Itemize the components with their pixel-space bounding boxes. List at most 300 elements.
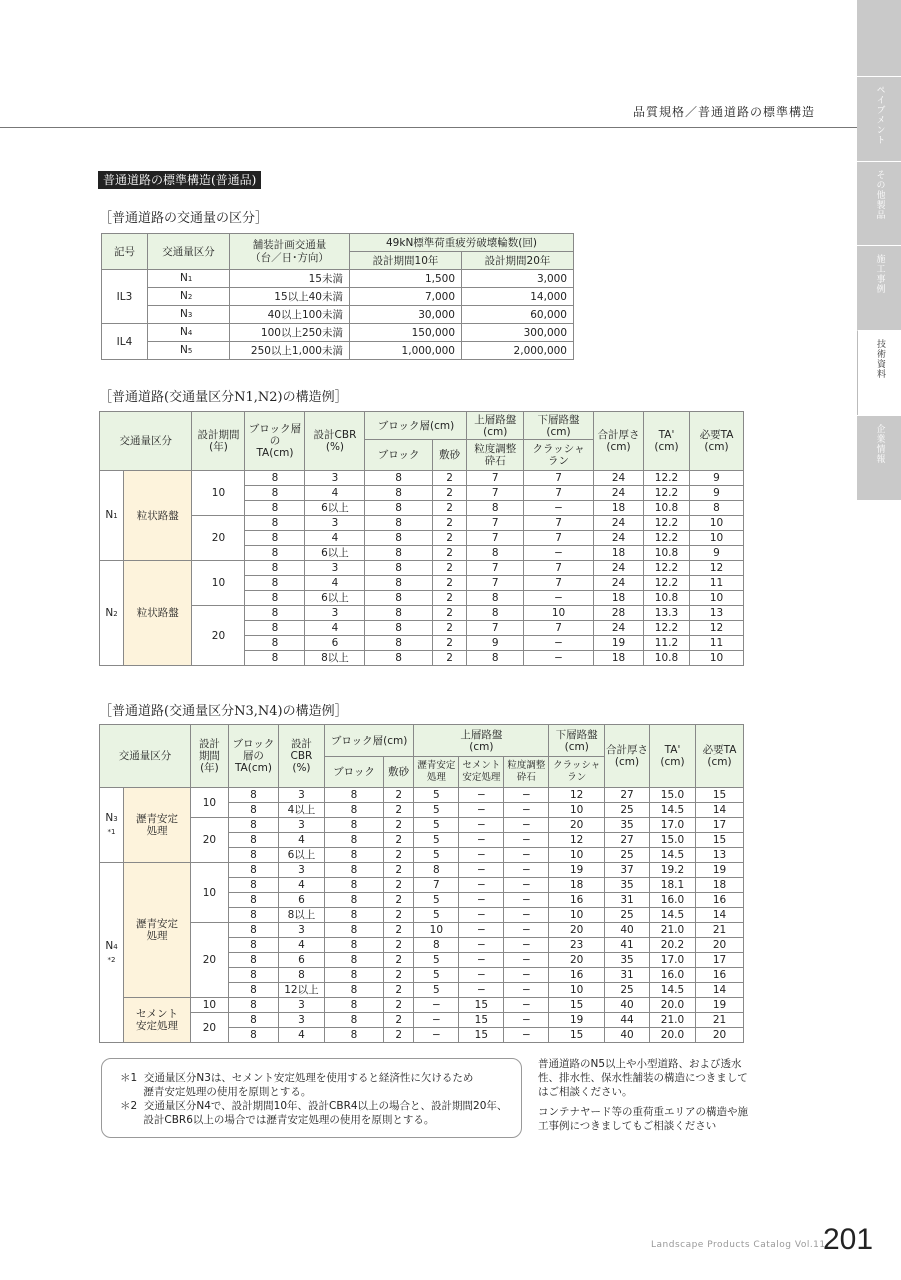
cell-6: −	[504, 938, 549, 953]
traffic-class: N4	[148, 324, 230, 342]
cell-4: 5	[414, 788, 459, 803]
cell-6: −	[504, 923, 549, 938]
cell-5: −	[459, 968, 504, 983]
cell-8: 35	[605, 818, 650, 833]
cell-3: 2	[383, 983, 413, 998]
base-type: 粒状路盤	[124, 561, 192, 666]
plan-traffic: 15未満	[230, 270, 350, 288]
cell-4: 8	[467, 591, 524, 606]
cell-3: 2	[432, 606, 467, 621]
cell-8: 10	[690, 531, 744, 546]
table1-title: ［普通道路の交通量の区分］	[99, 211, 269, 226]
cell-1: 8	[278, 968, 324, 983]
subscript: 3	[187, 311, 193, 319]
subscript: 4	[113, 942, 118, 951]
cell-3: 2	[383, 833, 413, 848]
plan-traffic: 40以上100未満	[230, 306, 350, 324]
cell-0: 8	[228, 1028, 278, 1043]
subscript: 5	[187, 347, 193, 355]
group-label: IL3	[102, 270, 148, 324]
cell-3: 2	[383, 893, 413, 908]
cell-7: 12.2	[644, 576, 690, 591]
cell-4: 8	[467, 501, 524, 516]
footnote-box	[101, 1058, 522, 1138]
cell-5: −	[524, 501, 594, 516]
page-number: 201	[823, 1223, 874, 1256]
cell-5: −	[459, 833, 504, 848]
tab-bar-top	[857, 0, 901, 76]
th-kubun: 交通量区分	[100, 725, 191, 788]
cell-6: 24	[594, 561, 644, 576]
cell-3: 2	[383, 1013, 413, 1028]
cell-0: 8	[245, 501, 305, 516]
cell-8: 35	[605, 953, 650, 968]
th-upper: 上層路盤 (cm)	[467, 412, 524, 440]
cell-1: 4	[305, 621, 365, 636]
cell-3: 2	[383, 908, 413, 923]
note-mark: *2	[107, 955, 116, 964]
cell-10: 15	[696, 833, 744, 848]
cell-6: 19	[594, 636, 644, 651]
cell-5: 7	[524, 561, 594, 576]
th-upper: 上層路盤 (cm)	[414, 725, 549, 757]
table-row	[100, 606, 744, 621]
th-kubun: 交通量区分	[100, 412, 192, 471]
cell-4: 8	[414, 938, 459, 953]
cell-4: 7	[467, 561, 524, 576]
traffic-class-label: N3 *1	[100, 788, 124, 863]
cell-5: −	[459, 893, 504, 908]
cell-4: 5	[414, 983, 459, 998]
cell-3: 2	[383, 968, 413, 983]
cell-8: 27	[605, 788, 650, 803]
cell-9: 15.0	[650, 788, 696, 803]
th-block-block: ブロック	[365, 440, 432, 471]
subscript: 4	[187, 329, 193, 337]
th-period: 設計 期間 (年)	[190, 725, 228, 788]
cell-5: −	[524, 651, 594, 666]
cell-8: 25	[605, 848, 650, 863]
cell-6: −	[504, 863, 549, 878]
cell-10: 19	[696, 998, 744, 1013]
cell-9: 19.2	[650, 863, 696, 878]
th-block-sand: 敷砂	[383, 757, 413, 788]
base-type: 瀝青安定 処理	[124, 863, 191, 998]
cell-9: 20.0	[650, 1028, 696, 1043]
cell-8: 11	[690, 576, 744, 591]
cell-9: 20.2	[650, 938, 696, 953]
th-p10: 設計期間10年	[350, 252, 462, 270]
cell-6: −	[504, 818, 549, 833]
cell-2: 8	[324, 878, 383, 893]
cell-4: −	[414, 1028, 459, 1043]
footnote-2: ＊2 交通量区分N4で、設計期間10年、設計CBR4以上の場合と、設計期間20年、 設計CBR6以上の場合では瀝青安定処理の使用を原則とする。	[120, 1100, 508, 1126]
footnote-1: ＊1 交通量区分N3は、セメント安定処理を使用すると経済性に欠けるため 瀝青安定処理の使用を原則とする。	[120, 1072, 474, 1098]
cell-10: 14	[696, 908, 744, 923]
cell-6: −	[504, 1013, 549, 1028]
cell-7: 12.2	[644, 531, 690, 546]
cell-4: 8	[467, 606, 524, 621]
cell-6: −	[504, 1028, 549, 1043]
cell-5: −	[459, 788, 504, 803]
cell-10: 18	[696, 878, 744, 893]
cell-7: 10	[549, 983, 605, 998]
cell-9: 14.5	[650, 848, 696, 863]
cell-8: 35	[605, 878, 650, 893]
design-period: 20	[190, 923, 228, 998]
design-period: 10	[190, 998, 228, 1013]
th-block-block: ブロック	[324, 757, 383, 788]
cell-8: 9	[690, 486, 744, 501]
wheels-20y: 300,000	[462, 324, 574, 342]
traffic-class-label: N2	[100, 561, 124, 666]
table-row	[102, 306, 574, 324]
cell-9: 16.0	[650, 893, 696, 908]
th-tad: TA' (cm)	[650, 725, 696, 788]
cell-1: 3	[278, 1013, 324, 1028]
cell-7: 16	[549, 893, 605, 908]
cell-8: 10	[690, 651, 744, 666]
th-upper-cement: セメント 安定処理	[459, 757, 504, 788]
cell-8: 41	[605, 938, 650, 953]
cell-3: 2	[383, 848, 413, 863]
cell-2: 8	[365, 471, 432, 486]
cell-3: 2	[432, 636, 467, 651]
th-req: 必要TA (cm)	[696, 725, 744, 788]
page-header-title: 品質規格／普通道路の標準構造	[632, 105, 815, 119]
subscript: 2	[187, 293, 193, 301]
cell-9: 21.0	[650, 1013, 696, 1028]
cell-0: 8	[228, 803, 278, 818]
cell-10: 20	[696, 938, 744, 953]
cell-2: 8	[365, 486, 432, 501]
cell-9: 14.5	[650, 983, 696, 998]
cell-0: 8	[245, 486, 305, 501]
cell-4: 7	[467, 576, 524, 591]
cell-7: 12.2	[644, 621, 690, 636]
th-p20: 設計期間20年	[462, 252, 574, 270]
th-plan: 舗装計画交通量 （台／日･方向）	[230, 234, 350, 270]
cell-1: 6以上	[305, 546, 365, 561]
cell-5: −	[524, 636, 594, 651]
th-lower: 下層路盤 (cm)	[549, 725, 605, 757]
subscript: 1	[113, 512, 118, 520]
th-block: ブロック層(cm)	[365, 412, 467, 440]
table-row	[100, 863, 744, 878]
cell-1: 4	[278, 833, 324, 848]
cell-6: −	[504, 848, 549, 863]
base-type: 粒状路盤	[124, 471, 192, 561]
cell-1: 6	[305, 636, 365, 651]
cell-0: 8	[245, 651, 305, 666]
cell-2: 8	[365, 621, 432, 636]
cell-0: 8	[245, 516, 305, 531]
cell-10: 16	[696, 968, 744, 983]
cell-7: 13.3	[644, 606, 690, 621]
cell-1: 8以上	[305, 651, 365, 666]
cell-8: 10	[690, 591, 744, 606]
cell-10: 21	[696, 1013, 744, 1028]
cell-2: 8	[324, 788, 383, 803]
table-row	[100, 923, 744, 938]
cell-2: 8	[365, 651, 432, 666]
cell-7: 16	[549, 968, 605, 983]
th-lower-crusher: クラッシャ ラン	[549, 757, 605, 788]
cell-1: 4	[305, 531, 365, 546]
cell-1: 3	[305, 516, 365, 531]
th-kubun: 交通量区分	[148, 234, 230, 270]
cell-7: 10.8	[644, 651, 690, 666]
th-load: 49kN標準荷重疲労破壊輪数(回)	[350, 234, 574, 252]
cell-2: 8	[324, 953, 383, 968]
cell-0: 8	[228, 983, 278, 998]
cell-8: 12	[690, 621, 744, 636]
th-block: ブロック層(cm)	[324, 725, 413, 757]
cell-4: 5	[414, 833, 459, 848]
cell-3: 2	[432, 471, 467, 486]
cell-6: −	[504, 953, 549, 968]
cell-7: 10	[549, 848, 605, 863]
cell-7: 15	[549, 1028, 605, 1043]
cell-3: 2	[432, 576, 467, 591]
plan-traffic: 100以上250未満	[230, 324, 350, 342]
cell-4: 7	[414, 878, 459, 893]
cell-3: 2	[383, 998, 413, 1013]
cell-3: 2	[383, 953, 413, 968]
cell-10: 20	[696, 1028, 744, 1043]
cell-8: 25	[605, 803, 650, 818]
cell-3: 2	[432, 651, 467, 666]
cell-7: 19	[549, 863, 605, 878]
side-tab-pavement[interactable]: ペイブメント	[857, 76, 901, 161]
cell-0: 8	[228, 953, 278, 968]
wheels-10y: 1,500	[350, 270, 462, 288]
cell-1: 3	[278, 923, 324, 938]
cell-6: −	[504, 908, 549, 923]
traffic-class-label: N4 *2	[100, 863, 124, 1043]
cell-6: −	[504, 968, 549, 983]
cell-0: 8	[245, 606, 305, 621]
cell-10: 17	[696, 818, 744, 833]
th-ta: ブロック層の TA(cm)	[245, 412, 305, 471]
cell-4: 5	[414, 803, 459, 818]
design-period: 10	[190, 863, 228, 923]
cell-2: 8	[324, 923, 383, 938]
cell-7: 12.2	[644, 486, 690, 501]
cell-7: 12.2	[644, 561, 690, 576]
table-row	[102, 288, 574, 306]
th-total: 合計厚さ (cm)	[605, 725, 650, 788]
cell-5: −	[524, 546, 594, 561]
side-tab-other-products[interactable]: その他製品	[857, 161, 901, 245]
cell-4: 7	[467, 486, 524, 501]
cell-10: 17	[696, 953, 744, 968]
cell-8: 10	[690, 516, 744, 531]
wheels-10y: 7,000	[350, 288, 462, 306]
cell-8: 12	[690, 561, 744, 576]
cell-3: 2	[383, 878, 413, 893]
cell-6: 24	[594, 621, 644, 636]
cell-1: 6以上	[305, 591, 365, 606]
cell-3: 2	[432, 561, 467, 576]
cell-4: 7	[467, 471, 524, 486]
subscript: 2	[113, 609, 118, 618]
cell-7: 10.8	[644, 501, 690, 516]
cell-2: 8	[324, 833, 383, 848]
cell-1: 4	[305, 486, 365, 501]
cell-9: 17.0	[650, 818, 696, 833]
cell-1: 6以上	[278, 848, 324, 863]
cell-5: −	[459, 908, 504, 923]
cell-2: 8	[324, 848, 383, 863]
cell-5: 15	[459, 998, 504, 1013]
side-tab-technical-data[interactable]: 技術資料	[857, 330, 901, 415]
cell-0: 8	[228, 788, 278, 803]
cell-4: 7	[467, 516, 524, 531]
th-cbr: 設計 CBR (%)	[278, 725, 324, 788]
th-lower-crusher: クラッシャ ラン	[524, 440, 594, 471]
cell-7: 12.2	[644, 471, 690, 486]
cell-7: 10.8	[644, 591, 690, 606]
cell-0: 8	[245, 471, 305, 486]
cell-9: 14.5	[650, 908, 696, 923]
base-type: 瀝青安定 処理	[124, 788, 191, 863]
cell-6: −	[504, 833, 549, 848]
cell-6: 18	[594, 501, 644, 516]
cell-5: −	[459, 983, 504, 998]
cell-6: 28	[594, 606, 644, 621]
cell-5: 7	[524, 471, 594, 486]
cell-9: 16.0	[650, 968, 696, 983]
side-tab-case-studies[interactable]: 施工事例	[857, 245, 901, 330]
cell-4: −	[414, 998, 459, 1013]
cell-8: 11	[690, 636, 744, 651]
cell-0: 8	[245, 546, 305, 561]
cell-8: 37	[605, 863, 650, 878]
cell-0: 8	[245, 576, 305, 591]
cell-7: 20	[549, 953, 605, 968]
cell-7: 11.2	[644, 636, 690, 651]
cell-1: 4	[305, 576, 365, 591]
cell-5: 7	[524, 621, 594, 636]
table-row	[102, 324, 574, 342]
consultation-note-1: 普通道路のN5以上や小型道路、および透水性、排水性、保水性舗装の構造につきましてはご相談ください。	[538, 1058, 748, 1098]
cell-8: 40	[605, 998, 650, 1013]
cell-1: 6以上	[305, 501, 365, 516]
cell-2: 8	[324, 983, 383, 998]
cell-0: 8	[228, 938, 278, 953]
cell-6: 24	[594, 576, 644, 591]
cell-7: 19	[549, 1013, 605, 1028]
cell-1: 8以上	[278, 908, 324, 923]
cell-7: 12.2	[644, 516, 690, 531]
cell-10: 21	[696, 923, 744, 938]
cell-1: 3	[305, 471, 365, 486]
design-period: 10	[192, 561, 245, 606]
cell-0: 8	[228, 878, 278, 893]
cell-0: 8	[228, 833, 278, 848]
cell-7: 12	[549, 788, 605, 803]
cell-2: 8	[324, 938, 383, 953]
cell-6: −	[504, 803, 549, 818]
cell-5: −	[459, 938, 504, 953]
cell-2: 8	[324, 803, 383, 818]
cell-2: 8	[365, 501, 432, 516]
structure-table-n3-n4	[99, 724, 744, 1043]
cell-0: 8	[228, 1013, 278, 1028]
design-period: 10	[192, 471, 245, 516]
cell-0: 8	[245, 621, 305, 636]
cell-6: 18	[594, 651, 644, 666]
cell-7: 10.8	[644, 546, 690, 561]
cell-4: 7	[467, 531, 524, 546]
cell-4: 10	[414, 923, 459, 938]
side-tab-company-info[interactable]: 企業情報	[857, 415, 901, 500]
cell-7: 20	[549, 818, 605, 833]
cell-8: 9	[690, 471, 744, 486]
cell-3: 2	[432, 621, 467, 636]
cell-5: 10	[524, 606, 594, 621]
th-lower: 下層路盤 (cm)	[524, 412, 594, 440]
th-upper-gravel: 粒度調整 砕石	[467, 440, 524, 471]
cell-1: 4	[278, 1028, 324, 1043]
cell-0: 8	[228, 848, 278, 863]
wheels-20y: 60,000	[462, 306, 574, 324]
cell-0: 8	[245, 531, 305, 546]
cell-3: 2	[383, 788, 413, 803]
cell-5: −	[459, 953, 504, 968]
cell-4: −	[414, 1013, 459, 1028]
cell-8: 25	[605, 908, 650, 923]
cell-2: 8	[365, 561, 432, 576]
design-period: 20	[192, 516, 245, 561]
subscript: 1	[187, 275, 193, 283]
plan-traffic: 250以上1,000未満	[230, 342, 350, 360]
table3-title: ［普通道路(交通量区分N3,N4)の構造例］	[99, 704, 348, 719]
traffic-class-label: N1	[100, 471, 124, 561]
th-ta: ブロック 層の TA(cm)	[228, 725, 278, 788]
table-row	[102, 342, 574, 360]
cell-7: 18	[549, 878, 605, 893]
cell-10: 19	[696, 863, 744, 878]
cell-1: 3	[278, 998, 324, 1013]
cell-7: 15	[549, 998, 605, 1013]
cell-6: 24	[594, 486, 644, 501]
cell-3: 2	[432, 531, 467, 546]
cell-0: 8	[228, 968, 278, 983]
cell-3: 2	[432, 546, 467, 561]
cell-0: 8	[228, 863, 278, 878]
design-period: 20	[192, 606, 245, 666]
cell-3: 2	[383, 863, 413, 878]
cell-2: 8	[324, 1028, 383, 1043]
cell-8: 31	[605, 893, 650, 908]
catalog-caption: Landscape Products Catalog Vol.11	[651, 1240, 826, 1250]
cell-3: 2	[432, 501, 467, 516]
cell-2: 8	[324, 893, 383, 908]
cell-2: 8	[365, 516, 432, 531]
cell-0: 8	[245, 561, 305, 576]
cell-2: 8	[365, 591, 432, 606]
cell-7: 23	[549, 938, 605, 953]
cell-1: 6	[278, 893, 324, 908]
cell-10: 14	[696, 803, 744, 818]
cell-0: 8	[228, 893, 278, 908]
cell-6: −	[504, 878, 549, 893]
table-row	[100, 1013, 744, 1028]
cell-0: 8	[245, 591, 305, 606]
cell-5: 15	[459, 1013, 504, 1028]
